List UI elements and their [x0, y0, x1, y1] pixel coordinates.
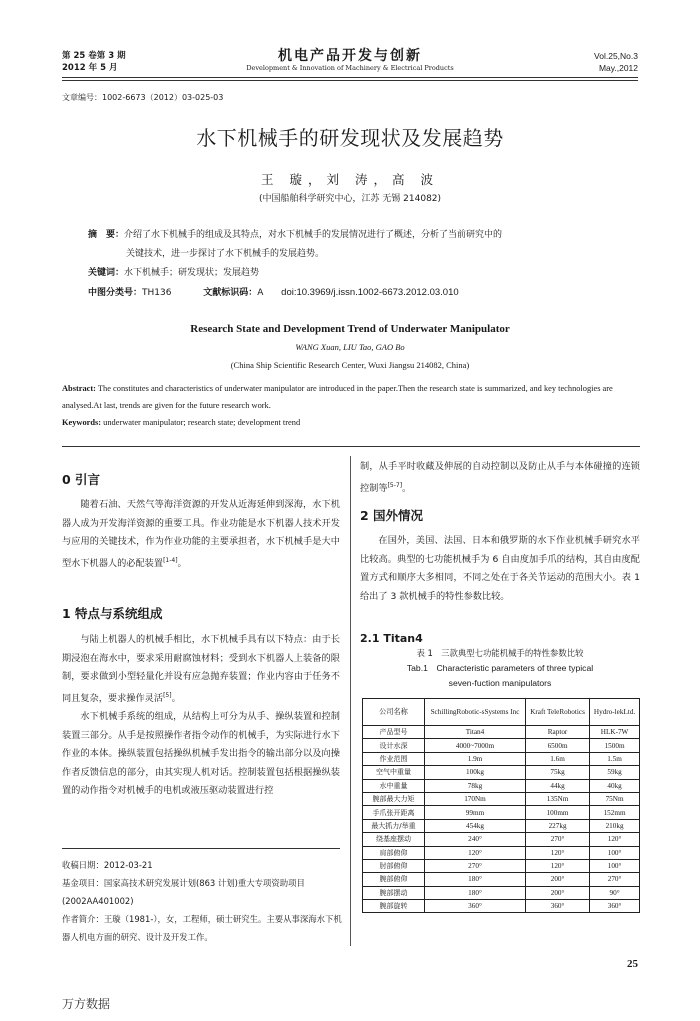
section-0-heading — [62, 470, 340, 488]
article-title-en: Research State and Development Trend of Underwater Manipulator — [190, 323, 510, 335]
table-row — [363, 779, 640, 792]
watermark: 万方数据 — [62, 997, 111, 1011]
section-0-body: 随着石油、天然气等海洋资源的开发从近海延伸到深海，水下机器人成为开发海洋资源的重要工具。作业功能是水下机器人技术开发与应用的关键技术，作为作业功能的主要承担者，水下机械手是大中型水下机器人的必配装置[1-4]。 — [62, 499, 340, 569]
table-row — [363, 846, 640, 859]
table-cell: 水中重量 — [363, 779, 425, 792]
table-cell: 360° — [525, 900, 589, 913]
abstract-cn — [88, 226, 640, 303]
table-cell: 135Nm — [525, 792, 589, 805]
table-cell: 1.5m — [590, 752, 640, 765]
journal-issue-cn — [62, 50, 126, 74]
table-cell: 360° — [590, 900, 640, 913]
table-cell: 绕基座摆动 — [363, 833, 425, 846]
table-row — [363, 792, 640, 805]
table-cell: 180° — [425, 886, 526, 899]
table-caption-cn: 表 1 三款典型七功能机械手的特性参数比较 — [416, 648, 584, 658]
footnote — [62, 856, 342, 946]
table-row — [363, 752, 640, 765]
table-cell: 180° — [425, 873, 526, 886]
journal-name-en: Development & Innovation of Machinery & Electrical Products — [246, 64, 454, 72]
journal-name — [190, 48, 510, 73]
table-cell: 100° — [590, 846, 640, 859]
continuation-paragraph: 制，从手平时收藏及伸展的自动控制以及防止从手与本体碰撞的连锁控制等 — [360, 461, 640, 494]
journal-name-cn: 机电产品开发与创新 — [278, 48, 422, 64]
table-cell: 手爪张开距离 — [363, 806, 425, 819]
doi: doi:10.3969/j.issn.1002-6673.2012.03.010 — [281, 287, 459, 298]
table-cell: 作业范围 — [363, 752, 425, 765]
section-1-heading — [62, 604, 340, 622]
volume-number-cn: 第 25 卷第 3 期 — [62, 51, 126, 61]
subsection-2-1-heading — [360, 632, 640, 645]
table-cell: 产品型号 — [363, 726, 425, 739]
table-header-cell: Hydro-lekLtd. — [590, 699, 640, 726]
table-cell: 360° — [425, 900, 526, 913]
table-row — [363, 900, 640, 913]
table-cell: 腕部旋转 — [363, 900, 425, 913]
table-cell: 210kg — [590, 819, 640, 832]
citation: [5] — [163, 691, 172, 699]
abstract-label-en: Abstract: — [62, 384, 96, 393]
subsection-2-1-title: 2.1 Titan4 — [360, 632, 423, 645]
table-row — [363, 806, 640, 819]
table-cell: 40kg — [590, 779, 640, 792]
affiliation-cn: (中国船舶科学研究中心，江苏 无锡 214082) — [258, 194, 442, 204]
clc-number: TH136 — [142, 288, 172, 298]
section-1-paragraph-2: 水下机械手系统的组成，从结构上可分为从手、操纵装置和控制装置三部分。从手是按照操作者指令动作的机械手，为实际进行水下作业的本体。操纵装置包括操纵机械手发出指令的输出部分以及向操作者反馈信息的部分，由其实现人机对话。控制装置包括根据操纵装置的动作指令对机械手的电机或液压驱动装置进行控 — [62, 711, 340, 797]
section-1-title: 1 特点与系统组成 — [62, 606, 163, 621]
table-row — [363, 873, 640, 886]
authors-cn: 王 璇，刘 涛，高 波 — [261, 172, 439, 187]
section-2-heading — [360, 506, 640, 524]
table-caption-en-line2: seven-fuction manipulators — [448, 678, 552, 688]
table-cell: 227kg — [525, 819, 589, 832]
table-cell: 肘部俯仰 — [363, 859, 425, 872]
issue-date-cn: 2012 年 5 月 — [62, 63, 118, 73]
table-header-cell: 公司名称 — [363, 699, 425, 726]
table-cell: 肩部俯仰 — [363, 846, 425, 859]
table-header-cell: Kraft TeleRobotics — [525, 699, 589, 726]
table-cell: 100mm — [525, 806, 589, 819]
received-date: 收稿日期：2012-03-21 — [62, 860, 153, 870]
issue-date-en: May.,2012 — [598, 63, 638, 73]
table-cell: 170Nm — [425, 792, 526, 805]
section-1-continuation: 制，从手平时收藏及伸展的自动控制以及防止从手与本体碰撞的连锁控制等[5-7]。 — [360, 461, 640, 494]
section-2-body — [360, 532, 640, 606]
table-cell: 270° — [525, 833, 589, 846]
affiliation-en: (China Ship Scientific Research Center, Wuxi Jiangsu 214082, China) — [230, 360, 470, 370]
table-cell: Raptor — [525, 726, 589, 739]
doc-code-label: 文献标识码： — [203, 288, 258, 298]
table-cell: 最大抓力/举重 — [363, 819, 425, 832]
table-cell: 200° — [525, 873, 589, 886]
table-cell: 120° — [590, 833, 640, 846]
abstract-text-en: The constitutes and characteristics of underwater manipulator are introduced in the paper.Then the research state is summarized, and key technologies are analysed.At last, trends are given for the future research work. — [62, 384, 613, 410]
table-cell: 120° — [525, 846, 589, 859]
section-2-paragraph: 在国外，美国、法国、日本和俄罗斯的水下作业机械手研究水平比较高。典型的七功能机械手为 6 自由度加手爪的结构，其自由度配置方式和顺序大多相同，不同之处在于各关节运动的范围大小。表 1 给出了 3 款机械手的特性参数比较。 — [360, 535, 640, 602]
article-title-cn: 水下机械手的研发现状及发展趋势 — [196, 126, 504, 150]
abstract-en — [62, 380, 640, 431]
table-cell: 空气中重量 — [363, 766, 425, 779]
doc-code: A — [257, 288, 264, 298]
table-cell: 270° — [425, 859, 526, 872]
table-row — [363, 726, 640, 739]
section-2-title: 2 国外情况 — [360, 508, 424, 523]
table-row — [363, 739, 640, 752]
clc-label: 中图分类号： — [88, 288, 143, 298]
page-number: 25 — [627, 958, 638, 970]
table-caption — [360, 646, 640, 691]
table-cell: 腕部最大力矩 — [363, 792, 425, 805]
table-cell: 75Nm — [590, 792, 640, 805]
table-cell: 78kg — [425, 779, 526, 792]
column-divider — [350, 456, 351, 946]
table-cell: 1.6m — [525, 752, 589, 765]
abstract-text-line1: 介绍了水下机械手的组成及其特点，对水下机械手的发展情况进行了概述，分析了当前研究中的 — [124, 230, 503, 240]
table-cell: 腕部摆动 — [363, 886, 425, 899]
keywords-label-cn: 关键词： — [88, 268, 125, 278]
table-cell: 454kg — [425, 819, 526, 832]
table-cell: 6500m — [525, 739, 589, 752]
table-cell: 设计水深 — [363, 739, 425, 752]
author-intro: 作者简介：王璇（1981-），女，工程师，硕士研究生。主要从事深海水下机器人机电方面的研究、设计及开发工作。 — [62, 914, 342, 942]
table-cell: 99mm — [425, 806, 526, 819]
table-cell: HLK-7W — [590, 726, 640, 739]
table-cell: 75kg — [525, 766, 589, 779]
table-row — [363, 819, 640, 832]
table-cell: 1.9m — [425, 752, 526, 765]
section-1-body: 与陆上机器人的机械手相比，水下机械手具有以下特点：由于长期浸泡在海水中，要求采用耐腐蚀材料；受到水下机器人上装备的限制，要求做到小型轻量化并设有应急抛弃装置；作业内容由于任务不同且复杂，要求操作灵活[5]。 水下机械手系统的组成，从结构上可分为从手、操纵装置和控制装置三部分。从手是按照操作者指令动作的机械手，为实际进行水下作业的本体。操纵装置包括操纵机械手发出指令的输出部分以及向操作者反馈信息的部分，由其实现人机对话。控制装置包括根据操纵装置的动作指令对机械手的电机或液压驱动装置进行控 — [62, 631, 340, 801]
table-cell: 120° — [525, 859, 589, 872]
keywords-en: underwater manipulator; research state; development trend — [103, 418, 301, 427]
authors-en: WANG Xuan, LIU Tao, GAO Bo — [295, 342, 405, 352]
table-row — [363, 766, 640, 779]
table-row — [363, 886, 640, 899]
section-rule — [62, 446, 640, 447]
table-cell: 100° — [590, 859, 640, 872]
abstract-text-line2: 关键技术，进一步探讨了水下机械手的发展趋势。 — [126, 249, 325, 259]
header-rule — [62, 77, 638, 78]
table-cell: Titan4 — [425, 726, 526, 739]
section-0-paragraph: 随着石油、天然气等海洋资源的开发从近海延伸到深海，水下机器人成为开发海洋资源的重要工具。作业功能是水下机器人技术开发与应用的关键技术，作为作业功能的主要承担者，水下机械手是大中型水下机器人的必配装置 — [62, 499, 340, 569]
table-cell: 90° — [590, 886, 640, 899]
table-header-row — [363, 699, 640, 726]
header-rule-thin — [62, 80, 638, 81]
abstract-label-cn: 摘 要： — [88, 230, 125, 240]
table-header-cell: SchillingRobotic-sSystems Inc — [425, 699, 526, 726]
section-0-title: 0 引言 — [62, 472, 101, 487]
citation: [5-7] — [387, 481, 403, 489]
table-cell: 4000~7000m — [425, 739, 526, 752]
parameters-table — [362, 698, 640, 913]
table-cell: 1500m — [590, 739, 640, 752]
table-cell: 270° — [590, 873, 640, 886]
journal-issue-en — [594, 50, 638, 74]
table-caption-en-line1: Tab.1 Characteristic parameters of three typical — [406, 663, 594, 673]
table-cell: 59kg — [590, 766, 640, 779]
table-cell: 腕部俯仰 — [363, 873, 425, 886]
table-cell: 240° — [425, 833, 526, 846]
citation: [1-4] — [163, 556, 178, 564]
section-1-paragraph-1: 与陆上机器人的机械手相比，水下机械手具有以下特点：由于长期浸泡在海水中，要求采用耐腐蚀材料；受到水下机器人上装备的限制，要求做到小型轻量化并设有应急抛弃装置；作业内容由于任务不同且复杂，要求操作灵活 — [62, 634, 340, 704]
keywords-cn: 水下机械手；研发现状；发展趋势 — [124, 268, 260, 278]
volume-number-en: Vol.25,No.3 — [594, 51, 638, 61]
footnote-rule — [62, 848, 340, 849]
article-number: 文章编号：1002-6673（2012）03-025-03 — [62, 93, 224, 102]
table-row — [363, 833, 640, 846]
table-row — [363, 859, 640, 872]
table-cell: 120° — [425, 846, 526, 859]
fund-project: 基金项目：国家高技术研究发展计划(863 计划)重大专项资助项目(2002AA401002) — [62, 878, 305, 906]
keywords-label-en: Keywords: — [62, 418, 102, 427]
table-cell: 200° — [525, 886, 589, 899]
table-cell: 44kg — [525, 779, 589, 792]
table-cell: 152mm — [590, 806, 640, 819]
table-cell: 100kg — [425, 766, 526, 779]
